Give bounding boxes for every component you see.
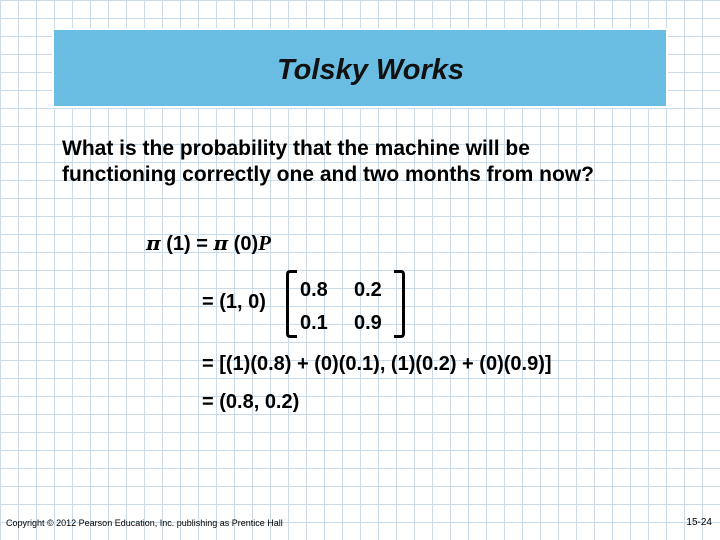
matrix-left-bracket (286, 270, 297, 338)
equation-line-1-arg: (0) (233, 233, 259, 255)
matrix-cell: 0.9 (354, 312, 382, 334)
question-line-2: functioning correctly one and two months from now? (62, 163, 594, 186)
question-line-1: What is the probability that the machine will be (62, 137, 530, 160)
slide-title: Tolsky Works (277, 54, 464, 86)
matrix-cell: 0.2 (354, 279, 382, 301)
matrix-symbol: P (258, 231, 271, 255)
equation-line-4: = (0.8, 0.2) (202, 391, 300, 413)
pi-symbol: π (146, 231, 161, 255)
equation-line-1 (146, 231, 271, 256)
equation-line-2-prefix: = (1, 0) (202, 291, 266, 313)
matrix-cell: 0.8 (300, 279, 328, 301)
copyright-notice: Copyright © 2012 Pearson Education, Inc. publishing as Prentice Hall (6, 518, 283, 528)
equation-line-1-lhs: (1) = (166, 233, 208, 255)
question-text (62, 136, 702, 188)
equation-line-3: = [(1)(0.8) + (0)(0.1), (1)(0.2) + (0)(0.9)] (202, 353, 552, 375)
page-number: 15-24 (686, 517, 712, 528)
matrix-cell: 0.1 (300, 312, 328, 334)
title-bar (52, 28, 668, 108)
matrix-right-bracket (394, 270, 405, 338)
pi-symbol: π (213, 231, 229, 255)
